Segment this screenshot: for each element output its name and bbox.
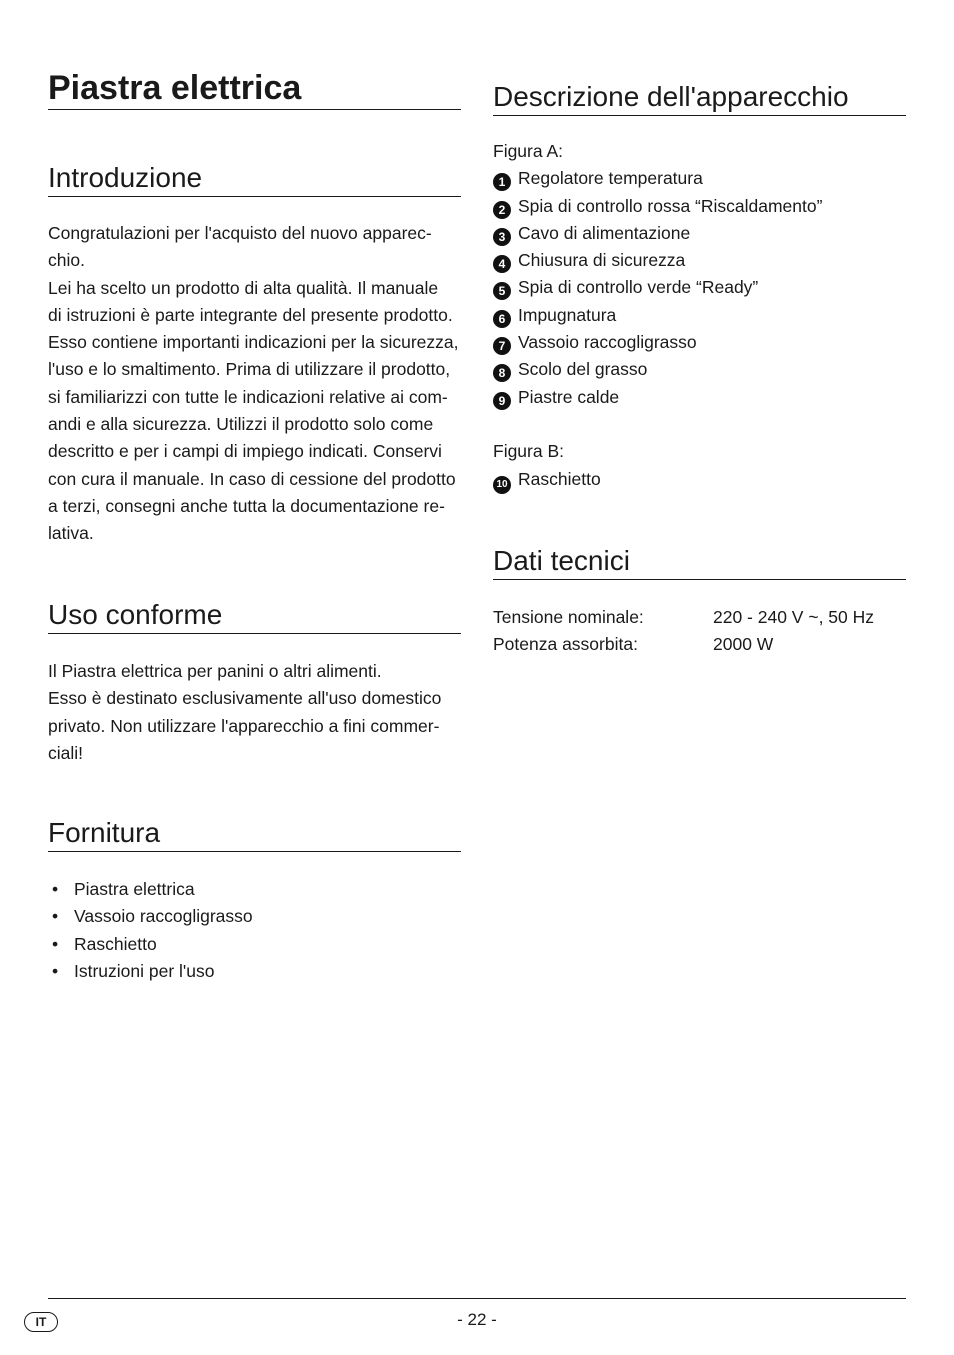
- fornitura-item: • Piastra elettrica: [48, 876, 461, 903]
- text-line: descritto e per i campi di impiego indicati. Conservi: [48, 441, 442, 462]
- fornitura-list: [48, 876, 461, 985]
- section-introduzione: [48, 160, 461, 548]
- component-label: Cavo di alimentazione: [518, 222, 691, 243]
- text-line: di istruzioni è parte integrante del presente prodotto.: [48, 304, 453, 325]
- component-label: Spia di controllo verde “Ready”: [518, 277, 759, 298]
- component-item: [493, 302, 906, 329]
- component-item: [493, 247, 906, 274]
- dati-tecnici-table: [493, 604, 906, 659]
- component-item: [493, 466, 906, 494]
- text-line: a terzi, consegni anche tutta la documentazione re-: [48, 495, 445, 516]
- fornitura-item: • Istruzioni per l'uso: [48, 958, 461, 985]
- text-line: chio.: [48, 250, 85, 271]
- heading-uso-conforme: Uso conforme: [48, 597, 461, 634]
- fornitura-item: • Raschietto: [48, 931, 461, 958]
- footer-divider: [48, 1298, 906, 1299]
- component-label: Spia di controllo rossa “Riscaldamento”: [518, 195, 823, 216]
- introduzione-text: [48, 220, 461, 548]
- component-item: [493, 329, 906, 356]
- text-line: Il Piastra elettrica per panini o altri alimenti.: [48, 661, 382, 681]
- figura-a-list: [493, 165, 906, 411]
- section-fornitura: [48, 815, 461, 985]
- number-badge-icon: 5: [493, 282, 511, 300]
- text-line: andi e alla sicurezza. Utilizzi il prodotto solo come: [48, 414, 434, 435]
- component-label: Scolo del grasso: [518, 359, 648, 380]
- component-label: Chiusura di sicurezza: [518, 250, 686, 271]
- heading-dati-tecnici: Dati tecnici: [493, 543, 906, 580]
- language-badge: IT: [24, 1312, 58, 1332]
- figura-b-list: [493, 466, 906, 494]
- fornitura-item: • Vassoio raccogligrasso: [48, 903, 461, 930]
- tech-row: [493, 631, 906, 658]
- text-line: Congratulazioni per l'acquisto del nuovo apparec-: [48, 223, 432, 243]
- tech-row: [493, 604, 906, 631]
- heading-fornitura: Fornitura: [48, 815, 461, 852]
- component-item: [493, 356, 906, 383]
- text-line: lativa.: [48, 523, 94, 544]
- text-line: privato. Non utilizzare l'apparecchio a fini commer-: [48, 715, 440, 736]
- component-item: [493, 165, 906, 192]
- text-line: l'uso e lo smaltimento. Prima di utilizzare il prodotto,: [48, 359, 451, 380]
- number-badge-icon: 3: [493, 228, 511, 246]
- number-badge-icon: 4: [493, 255, 511, 273]
- figura-b-label: Figura B:: [493, 441, 564, 462]
- tech-key: Tensione nominale:: [493, 607, 644, 627]
- text-line: Esso è destinato esclusivamente all'uso domestico: [48, 688, 442, 709]
- number-badge-icon: 6: [493, 310, 511, 328]
- component-item: [493, 193, 906, 220]
- component-item: [493, 384, 906, 411]
- component-label: Regolatore temperatura: [518, 168, 703, 189]
- tech-value: 2000 W: [713, 634, 774, 655]
- text-line: Esso contiene importanti indicazioni per la sicurezza,: [48, 332, 459, 353]
- page-title: Piastra elettrica: [48, 66, 461, 110]
- component-label: Raschietto: [518, 468, 601, 489]
- component-label: Piastre calde: [518, 386, 620, 407]
- text-line: ciali!: [48, 742, 84, 763]
- figura-a-label: Figura A:: [493, 141, 564, 161]
- number-badge-icon: 10: [493, 476, 511, 494]
- component-item: [493, 274, 906, 301]
- tech-value: 220 - 240 V ~, 50 Hz: [713, 607, 875, 627]
- text-line: si familiarizzi con tutte le indicazioni relative ai com-: [48, 386, 448, 407]
- number-badge-icon: 1: [493, 173, 511, 191]
- number-badge-icon: 8: [493, 364, 511, 382]
- section-dati-tecnici: [493, 543, 906, 659]
- text-line: Lei ha scelto un prodotto di alta qualità. Il manuale: [48, 277, 439, 298]
- text-line: con cura il manuale. In caso di cessione del prodotto: [48, 468, 456, 489]
- section-uso-conforme: [48, 597, 461, 767]
- number-badge-icon: 7: [493, 337, 511, 355]
- heading-descrizione: Descrizione dell'apparecchio: [493, 79, 906, 116]
- page-number: - 22 -: [457, 1310, 497, 1329]
- section-descrizione: [493, 79, 906, 494]
- component-item: [493, 220, 906, 247]
- component-label: Vassoio raccogligrasso: [518, 332, 697, 353]
- tech-key: Potenza assorbita:: [493, 634, 638, 655]
- number-badge-icon: 2: [493, 201, 511, 219]
- heading-introduzione: Introduzione: [48, 160, 461, 197]
- uso-conforme-text: [48, 658, 461, 767]
- component-label: Impugnatura: [518, 304, 617, 325]
- number-badge-icon: 9: [493, 392, 511, 410]
